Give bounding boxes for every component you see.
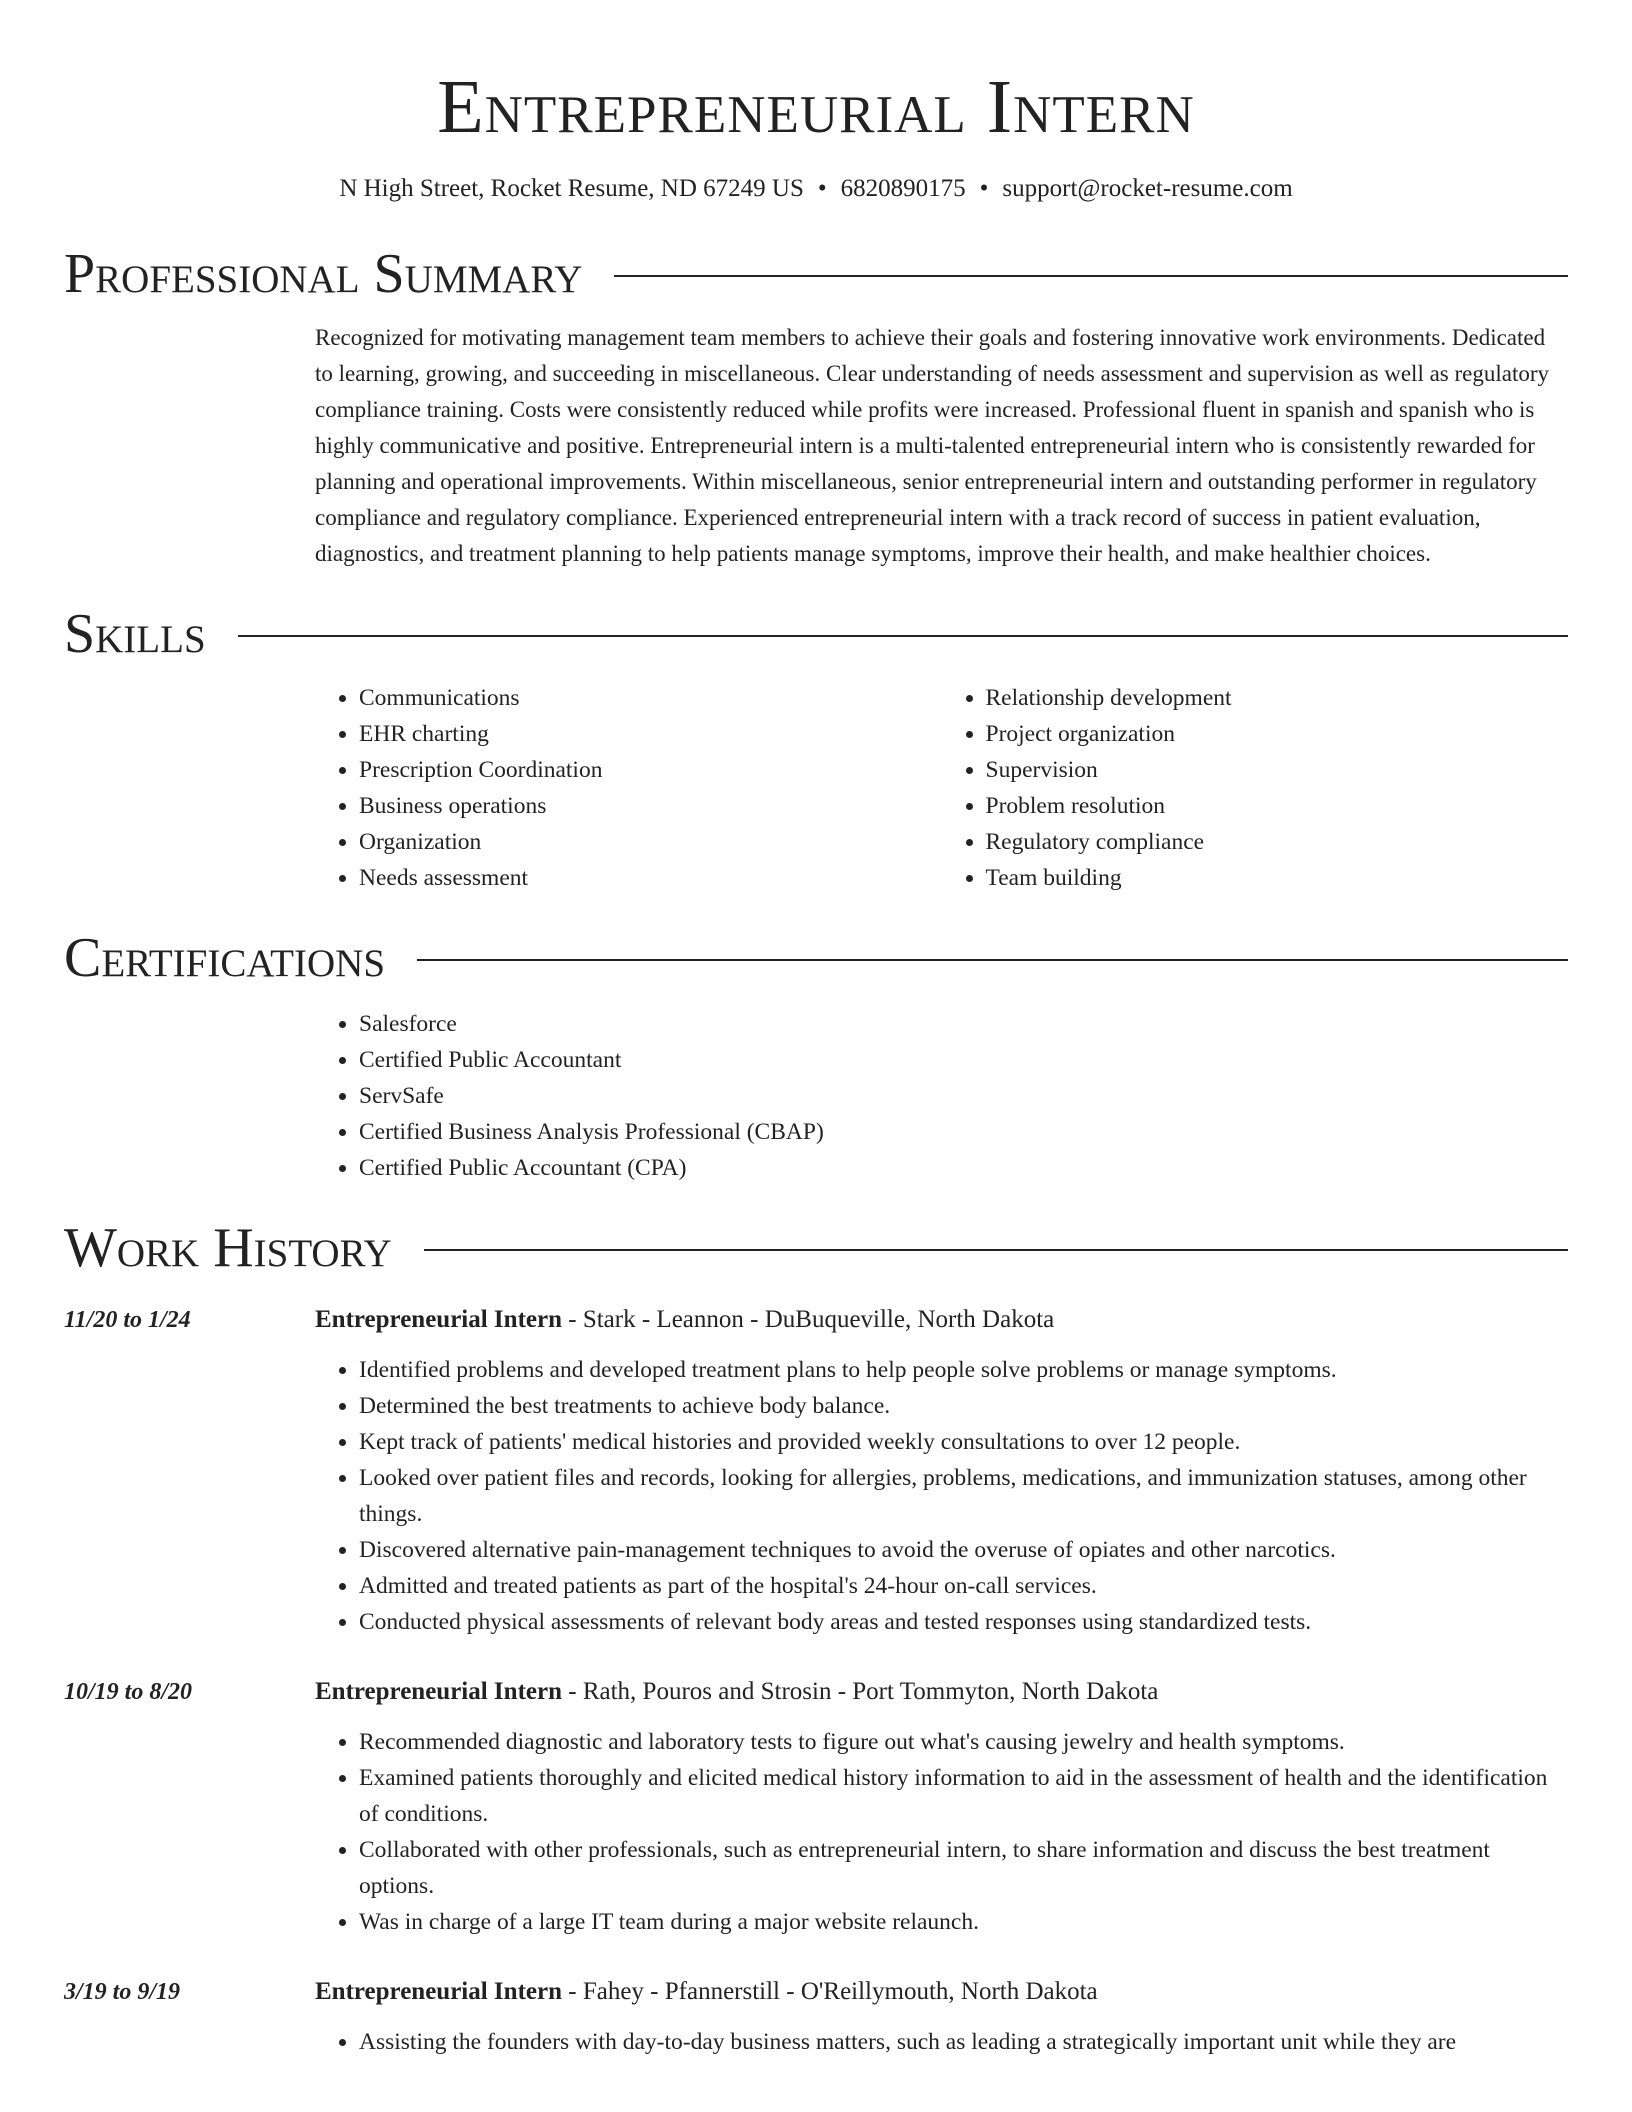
job-dates: 11/20 to 1/24 [64, 1307, 191, 1333]
job-company: - Fahey - Pfannerstill - O'Reillymouth, North Dakota [562, 1978, 1098, 2005]
job-detail [315, 1974, 1568, 2060]
job-dates: 10/19 to 8/20 [64, 1679, 193, 1705]
job-bullet: • Collaborated with other professionals, such as entrepreneurial intern, to share information and discuss the best treatment options. [359, 1832, 1568, 1904]
skills-section-heading [64, 602, 1568, 666]
work-section-heading [64, 1216, 1568, 1280]
contact-separator: • [817, 175, 827, 202]
skill-item: • EHR charting [359, 716, 942, 752]
skills-body [315, 680, 1568, 896]
job-bullets [315, 2024, 1568, 2060]
summary-section-heading [64, 242, 1568, 306]
summary-body [315, 320, 1568, 572]
job-company: - Stark - Leannon - DuBuqueville, North Dakota [562, 1306, 1055, 1333]
job-bullet: • Recommended diagnostic and laboratory tests to figure out what's causing jewelry and health symptoms. [359, 1724, 1568, 1760]
section-divider [238, 635, 1568, 637]
job-title: Entrepreneurial Intern [315, 1678, 562, 1705]
job-title: Entrepreneurial Intern [315, 1306, 562, 1333]
section-divider [614, 275, 1568, 277]
section-divider [424, 1249, 1568, 1251]
job-detail [315, 1302, 1568, 1640]
certifications-section-heading [64, 926, 1568, 990]
section-divider [417, 959, 1568, 961]
skills-title: Skills [64, 603, 206, 665]
certification-item: • Salesforce [359, 1006, 1568, 1042]
job-bullet: • Admitted and treated patients as part of the hospital's 24-hour on-call services. [359, 1568, 1568, 1604]
job-detail [315, 1674, 1568, 1940]
job-bullet: • Was in charge of a large IT team during a major website relaunch. [359, 1904, 1568, 1940]
job-dates: 3/19 to 9/19 [64, 1979, 181, 2005]
contact-separator: • [979, 175, 989, 202]
job-heading [315, 1674, 1568, 1710]
skill-item: • Supervision [986, 752, 1569, 788]
job-entry [64, 1974, 1568, 2060]
skill-item: • Communications [359, 680, 942, 716]
resume-page [64, 0, 1568, 2060]
work-title: Work History [64, 1217, 392, 1279]
certification-item: • Certified Public Accountant (CPA) [359, 1150, 1568, 1186]
certifications-body [315, 1006, 1568, 1186]
job-bullet: • Discovered alternative pain-management techniques to avoid the overuse of opiates and other narcotics. [359, 1532, 1568, 1568]
job-title: Entrepreneurial Intern [315, 1978, 562, 2005]
summary-text: Recognized for motivating management team members to achieve their goals and fostering innovative work environments. Dedicated to learning, growing, and succeeding in miscellaneous. Clear understanding of needs assessment and supervision as well as regulatory compliance training. Costs were consistently reduced while profits were increased. Professional fluent in spanish and spanish who is highly communicative and positive. Entrepreneurial intern is a multi-talented entrepreneurial intern who is consistently rewarded for planning and operational improvements. Within miscellaneous, senior entrepreneurial intern and outstanding performer in regulatory compliance and regulatory compliance. Experienced entrepreneurial intern with a track record of success in patient evaluation, diagnostics, and treatment planning to help patients manage symptoms, improve their health, and make healthier choices. [315, 325, 1550, 566]
job-heading [315, 1302, 1568, 1338]
skill-item: • Problem resolution [986, 788, 1569, 824]
job-bullet: • Determined the best treatments to achieve body balance. [359, 1388, 1568, 1424]
job-bullet: • Assisting the founders with day-to-day business matters, such as leading a strategically important unit while they are [359, 2024, 1568, 2060]
certifications-title: Certifications [64, 927, 386, 989]
job-bullet: • Identified problems and developed treatment plans to help people solve problems or manage symptoms. [359, 1352, 1568, 1388]
summary-title: Professional Summary [64, 243, 583, 305]
skills-list-right [942, 680, 1569, 896]
contact-address: N High Street, Rocket Resume, ND 67249 US [339, 175, 804, 202]
skill-item: • Project organization [986, 716, 1569, 752]
skills-list-left [315, 680, 942, 896]
certifications-list [315, 1006, 1568, 1186]
contact-email: support@rocket-resume.com [1002, 175, 1293, 202]
candidate-name: Entrepreneurial Intern [437, 65, 1195, 149]
job-bullet: • Examined patients thoroughly and elicited medical history information to aid in the assessment of health and the identification of conditions. [359, 1760, 1568, 1832]
skill-item: • Team building [986, 860, 1569, 896]
contact-phone: 6820890175 [840, 175, 966, 202]
job-bullets [315, 1724, 1568, 1940]
skill-item: • Regulatory compliance [986, 824, 1569, 860]
skill-item: • Organization [359, 824, 942, 860]
skill-item: • Needs assessment [359, 860, 942, 896]
job-bullet: • Kept track of patients' medical histories and provided weekly consultations to over 12 people. [359, 1424, 1568, 1460]
certification-item: • Certified Business Analysis Professional (CBAP) [359, 1114, 1568, 1150]
job-bullet: • Looked over patient files and records, looking for allergies, problems, medications, and immunization statuses, among other things. [359, 1460, 1568, 1532]
contact-line [64, 174, 1568, 204]
skill-item: • Prescription Coordination [359, 752, 942, 788]
job-heading [315, 1974, 1568, 2010]
job-entry [64, 1302, 1568, 1640]
job-company: - Rath, Pouros and Strosin - Port Tommyton, North Dakota [562, 1678, 1159, 1705]
job-bullet: • Conducted physical assessments of relevant body areas and tested responses using standardized tests. [359, 1604, 1568, 1640]
certification-item: • ServSafe [359, 1078, 1568, 1114]
skill-item: • Business operations [359, 788, 942, 824]
certification-item: • Certified Public Accountant [359, 1042, 1568, 1078]
job-entry [64, 1674, 1568, 1940]
skills-columns [315, 680, 1568, 896]
job-bullets [315, 1352, 1568, 1640]
skill-item: • Relationship development [986, 680, 1569, 716]
